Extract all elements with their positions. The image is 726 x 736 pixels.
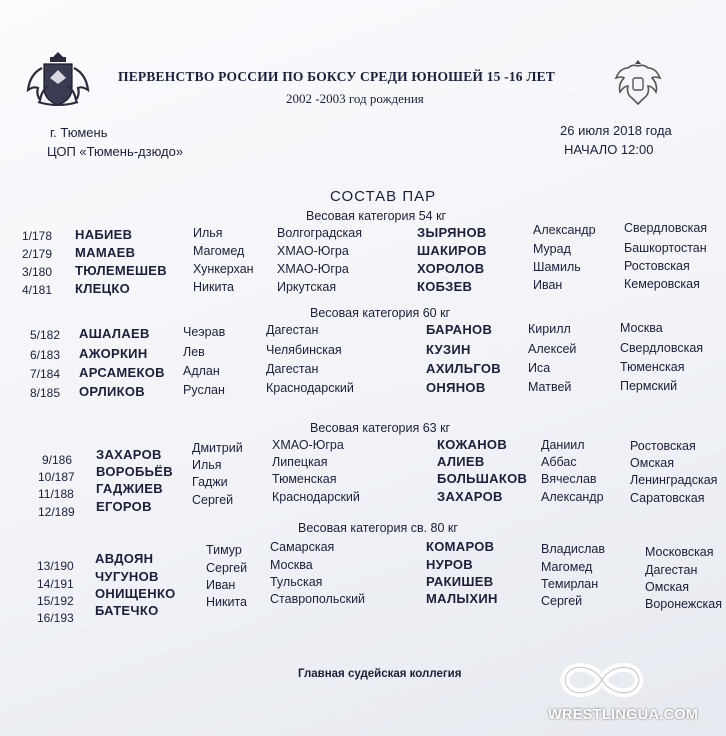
bout-number: 1/178 [22,229,53,243]
boxer-b-name: Александр [541,490,604,504]
boxer-b-name: Даниил [541,438,585,452]
table-row [0,243,726,263]
boxer-a-region: Краснодарский [272,490,360,504]
category-label: Весовая категория 54 кг [306,209,447,223]
venue: ЦОП «Тюмень-дзюдо» [47,144,184,159]
boxer-b-region: Омская [645,580,690,594]
boxer-b-name: Матвей [528,380,572,394]
boxer-b-surname: КОМАРОВ [426,539,495,554]
boxer-b-surname: БОЛЬШАКОВ [437,471,528,486]
boxer-b-surname: ХОРОЛОВ [417,261,485,276]
table-row [0,489,726,519]
boxer-a-surname: АРСАМЕКОВ [79,365,165,380]
boxer-a-name: Хункерхан [193,262,254,276]
date: 26 июля 2018 года [560,123,672,138]
boxer-a-name: Адлан [183,364,220,378]
bout-number: 2/179 [22,247,53,261]
boxer-b-surname: МАЛЫХИН [426,591,498,606]
boxer-b-region: Пермский [620,379,678,393]
boxer-a-region: Челябинская [266,343,342,357]
boxer-b-region: Тюменская [620,360,685,374]
section-heading: СОСТАВ ПАР [330,188,437,205]
bout-number: 7/184 [30,367,61,381]
boxer-a-surname: КЛЕЦКО [75,281,131,296]
boxer-b-name: Алексей [528,342,577,356]
boxer-b-region: Башкортостан [624,241,707,255]
bout-number: 14/191 [37,577,74,591]
boxer-a-region: Липецкая [272,455,328,469]
boxer-b-surname: ЗАХАРОВ [437,489,503,504]
boxer-a-surname: ТЮЛЕМЕШЕВ [75,263,167,278]
boxer-a-region: Самарская [270,540,335,554]
boxer-a-region: Иркутская [277,280,337,294]
boxer-b-region: Свердловская [620,341,704,355]
bout-number: 5/182 [30,328,61,342]
page-subtitle: 2002 -2003 год рождения [286,91,424,106]
table-row [0,342,726,362]
boxer-b-region: Ростовская [630,439,696,453]
boxer-b-name: Аббас [541,455,577,469]
boxer-a-surname: МАМАЕВ [75,245,136,260]
boxer-a-region: Тюменская [272,472,337,486]
boxer-a-name: Тимур [206,543,242,557]
boxer-a-surname: НАБИЕВ [75,227,133,242]
boxer-b-region: Саратовская [630,491,705,505]
bout-number: 8/185 [30,386,61,400]
boxer-a-name: Сергей [206,561,248,575]
boxer-a-region: Москва [270,558,313,572]
boxer-b-region: Свердловская [624,221,708,235]
bout-number: 15/192 [37,594,74,608]
boxer-a-surname: ОНИЩЕНКО [95,586,176,601]
tyumen-coat-of-arms-icon [20,48,96,115]
boxer-a-surname: АШАЛАЕВ [79,326,150,341]
boxer-b-surname: ШАКИРОВ [417,243,487,258]
category-label: Весовая категория 63 кг [310,421,451,435]
boxer-b-surname: БАРАНОВ [426,322,493,337]
boxer-a-name: Никита [206,595,247,609]
page-title: ПЕРВЕНСТВО РОССИИ ПО БОКСУ СРЕДИ ЮНОШЕЙ 15 -16 ЛЕТ [118,69,556,84]
table-row [0,279,726,299]
boxer-b-name: Иса [528,361,551,375]
boxer-a-name: Дмитрий [192,441,243,455]
table-row [0,221,726,245]
footer-signature-line: Главная судейская коллегия [298,668,462,680]
boxer-b-surname: АЛИЕВ [437,454,485,469]
bout-number: 3/180 [22,265,53,279]
table-row [0,380,726,400]
table-row [0,361,726,381]
boxer-b-name: Сергей [541,594,583,608]
boxer-a-name: Илья [193,226,223,240]
boxer-b-name: Кирилл [528,322,571,336]
boxer-b-region: Ленинградская [630,473,718,487]
boxer-b-region: Дагестан [645,563,698,577]
bout-number: 6/183 [30,348,61,362]
russia-eagle-icon [614,56,662,115]
boxer-a-region: Волгоградская [277,226,363,240]
boxer-a-region: ХМАО-Югра [277,244,349,258]
boxer-a-name: Гаджи [192,475,228,489]
boxer-a-name: Чеэрав [183,325,226,339]
boxer-a-surname: ЕГОРОВ [96,499,152,514]
boxer-b-region: Воронежская [645,597,722,611]
city: г. Тюмень [50,125,108,140]
boxer-b-region: Московская [645,545,714,559]
boxer-a-region: ХМАО-Югра [277,262,349,276]
boxer-b-surname: НУРОВ [426,557,473,572]
table-row [0,591,726,625]
boxer-b-surname: КОЖАНОВ [437,437,508,452]
boxer-b-surname: ЗЫРЯНОВ [417,225,487,240]
boxer-a-name: Иван [206,578,236,592]
boxer-b-surname: КУЗИН [426,342,471,357]
boxer-b-name: Вячеслав [541,472,597,486]
boxer-b-region: Кемеровская [624,277,700,291]
boxer-b-surname: РАКИШЕВ [426,574,494,589]
boxer-a-name: Лев [183,345,205,359]
boxer-a-surname: ЧУГУНОВ [95,569,159,584]
boxer-a-surname: ГАДЖИЕВ [96,481,163,496]
table-row [0,322,726,342]
boxer-a-surname: АЖОРКИН [79,346,148,361]
boxer-b-region: Омская [630,456,675,470]
boxer-b-surname: КОБЗЕВ [417,279,473,294]
boxer-a-region: Тульская [270,575,323,589]
boxer-a-surname: БАТЕЧКО [95,603,159,618]
boxer-b-name: Мурад [533,242,571,256]
bout-number: 13/190 [37,559,74,573]
boxer-a-region: Дагестан [266,362,319,376]
boxer-b-name: Владислав [541,542,605,556]
boxer-a-region: Ставропольский [270,592,366,606]
boxer-a-surname: ЗАХАРОВ [96,447,162,462]
boxer-a-region: ХМАО-Югра [272,438,344,452]
boxer-a-name: Руслан [183,383,225,397]
boxer-a-surname: ВОРОБЬЁВ [96,464,173,479]
boxer-b-name: Александр [533,223,596,237]
boxer-b-name: Шамиль [533,260,581,274]
bout-number: 12/189 [38,505,75,519]
boxer-a-surname: ОРЛИКОВ [79,384,145,399]
boxer-b-name: Магомед [541,560,593,574]
boxer-b-name: Темирлан [541,577,599,591]
category-label: Весовая категория 60 кг [310,306,451,320]
boxer-b-region: Москва [620,321,663,335]
bout-number: 10/187 [38,470,75,484]
boxer-a-name: Илья [192,458,222,472]
watermark-text: WRESTLINGUA.COM [548,707,699,723]
bout-number: 11/188 [38,487,74,501]
boxer-a-name: Сергей [192,493,234,507]
start-time: НАЧАЛО 12:00 [564,142,654,157]
boxer-a-region: Дагестан [266,323,319,337]
boxer-b-name: Иван [533,278,563,292]
boxer-b-region: Ростовская [624,259,690,273]
boxer-b-surname: ОНЯНОВ [426,380,486,395]
table-row [0,261,726,281]
boxer-a-name: Магомед [193,244,245,258]
bout-number: 16/193 [37,611,74,625]
bout-number: 9/186 [42,453,73,467]
boxer-a-surname: АВДОЯН [95,551,154,566]
boxer-a-name: Никита [193,280,234,294]
category-label: Весовая категория св. 80 кг [298,521,458,535]
infinity-icon [555,656,649,709]
boxer-b-surname: АХИЛЬГОВ [426,361,501,376]
bout-number: 4/181 [22,283,53,297]
boxer-a-region: Краснодарский [266,381,354,395]
